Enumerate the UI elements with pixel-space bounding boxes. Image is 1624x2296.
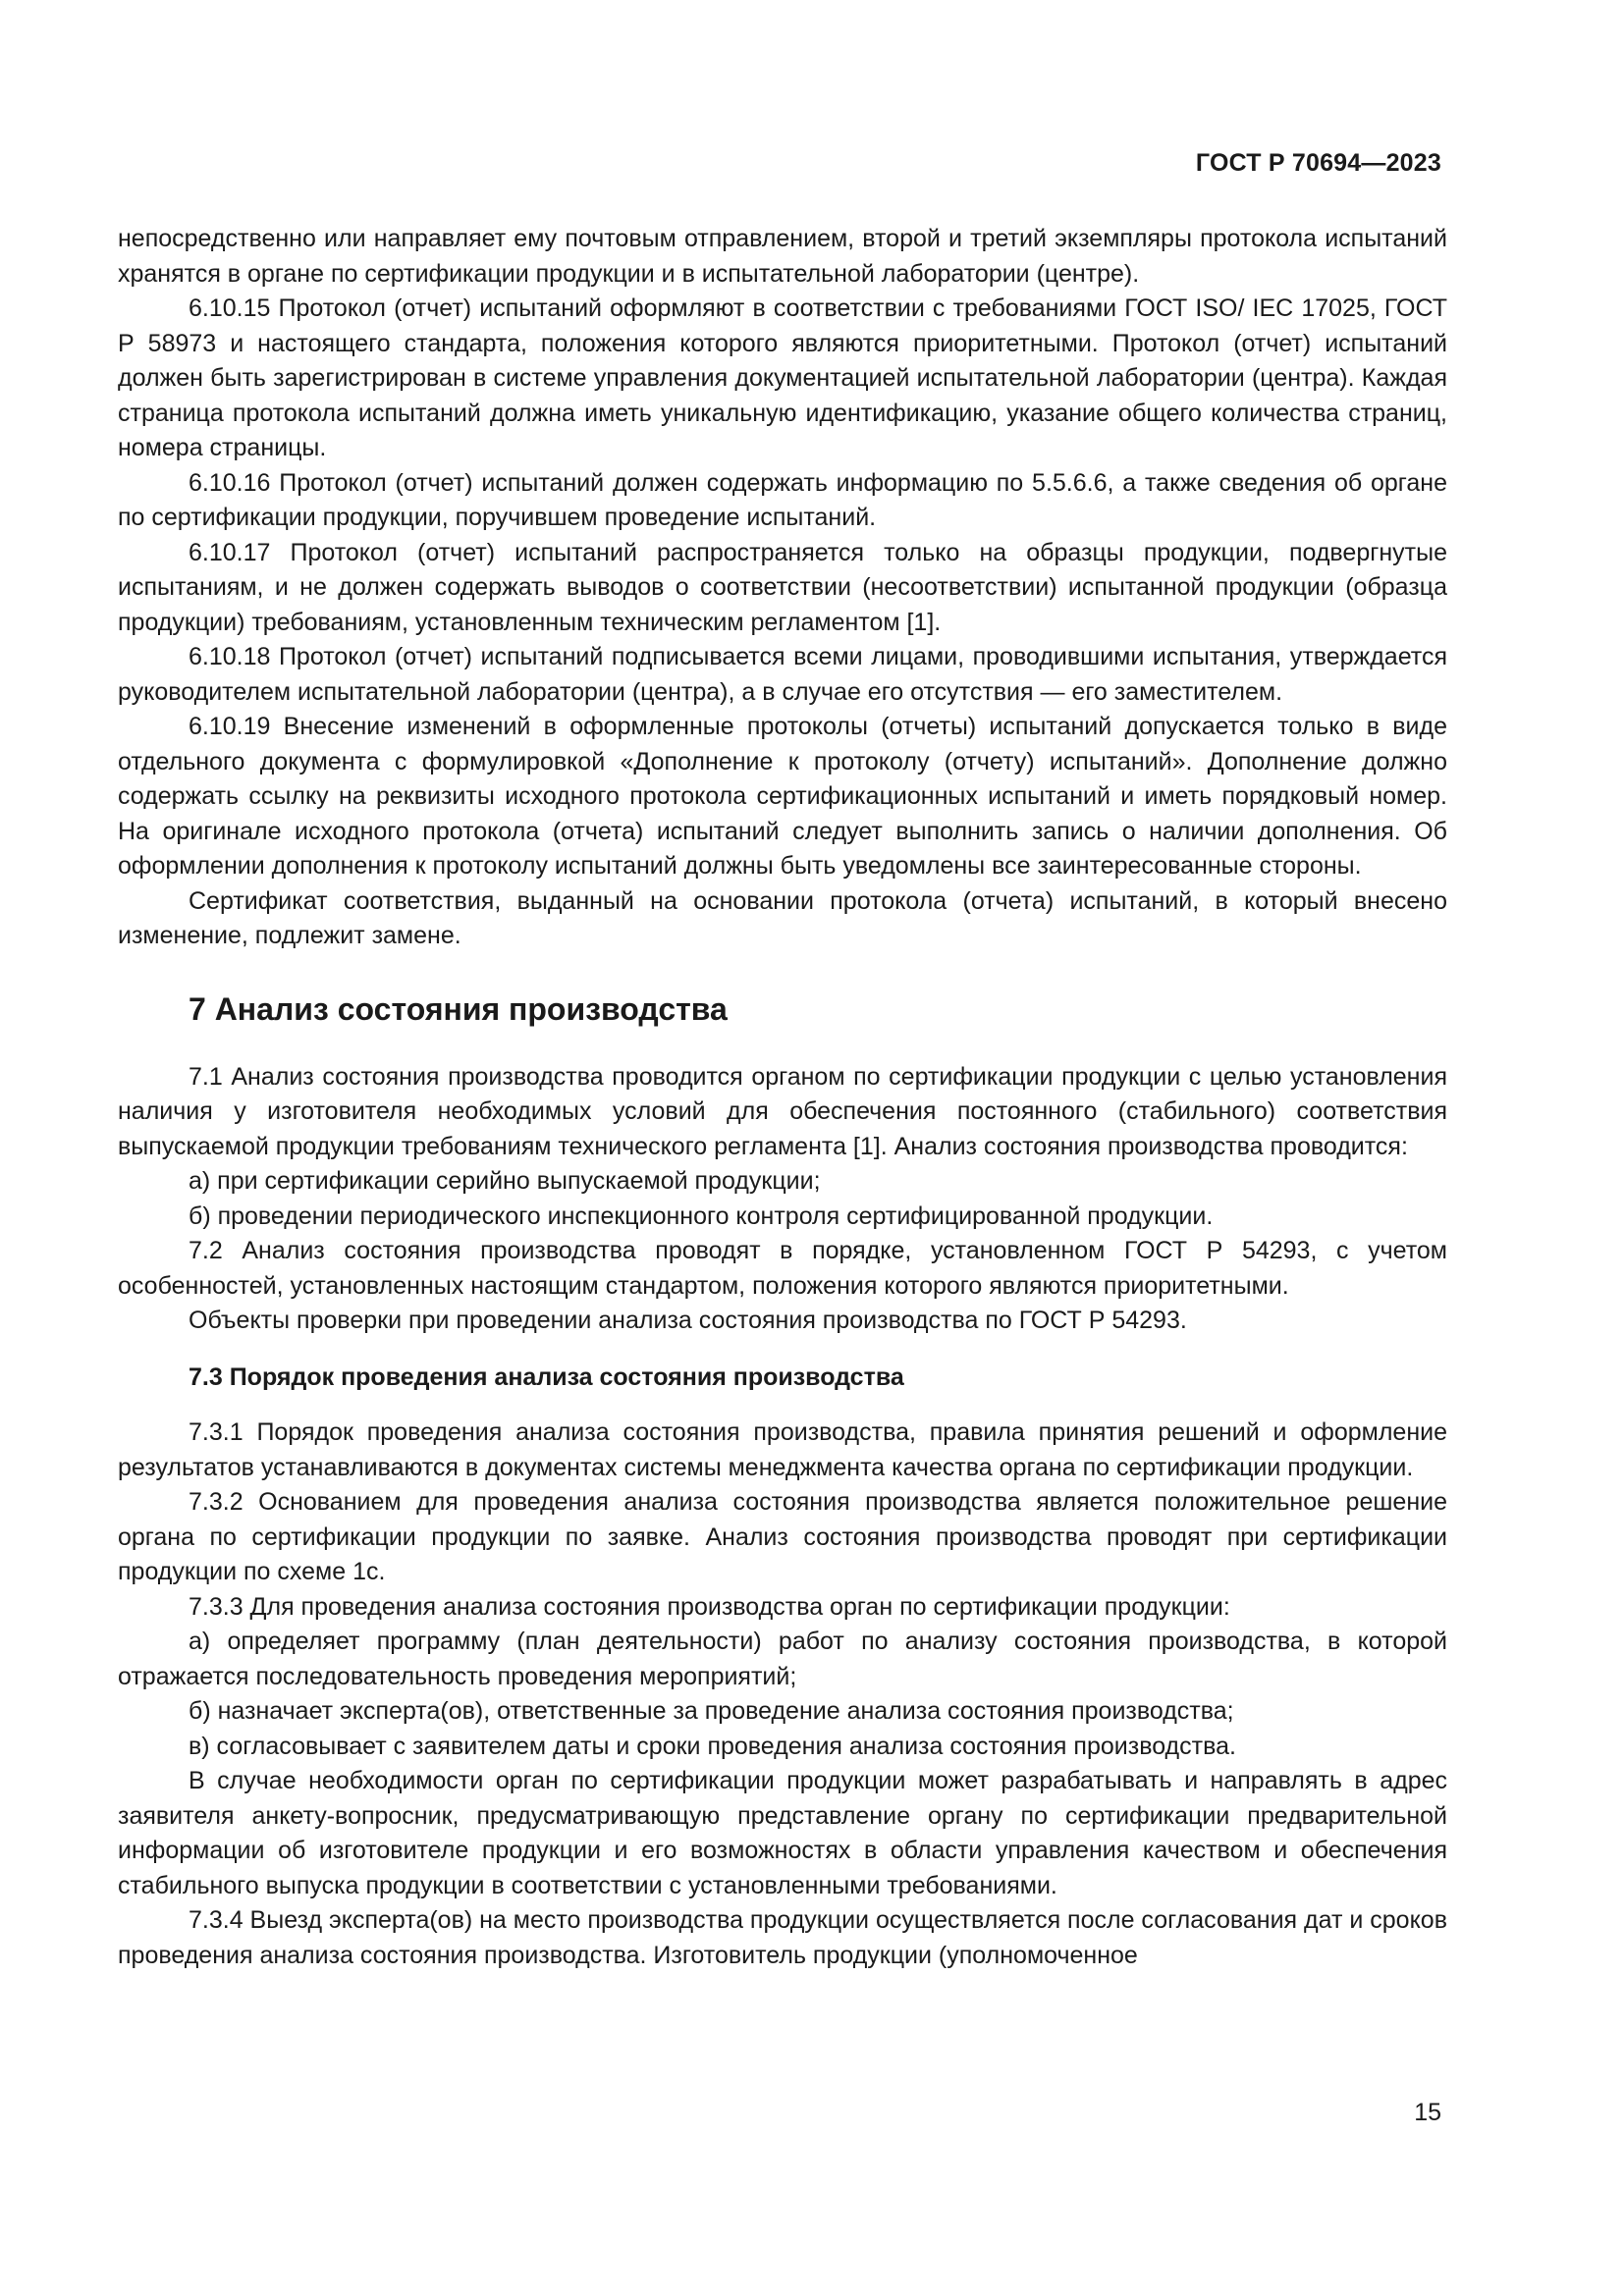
page-number: 15	[1414, 2099, 1441, 2126]
paragraph: Сертификат соответствия, выданный на основании протокола (отчета) испытаний, в который внесено изменение, подлежит замене.	[118, 886, 1447, 949]
list-item: а) определяет программу (план деятельности) работ по анализу состояния производства, в которой отражается последовательность проведения мероприятий;	[118, 1628, 1447, 1690]
document-code: ГОСТ Р 70694—2023	[1195, 149, 1441, 177]
paragraph: 6.10.17 Протокол (отчет) испытаний распространяется только на образцы продукции, подвергнутые испытаниям, и не должен содержать выводов о соответствии (несоответствии) испытанной продукции (образца продукции) требованиям, установленным техническим регламентом [1].	[118, 538, 1447, 636]
list-item: а) при сертификации серийно выпускаемой продукции;	[189, 1167, 821, 1195]
section-heading: 7 Анализ состояния производства	[189, 990, 728, 1027]
paragraph: 7.3.1 Порядок проведения анализа состояния производства, правила принятия решений и оформление результатов устанавливаются в документах системы менеджмента качества органа по сертификации продукции.	[118, 1418, 1447, 1481]
paragraph: 6.10.16 Протокол (отчет) испытаний должен содержать информацию по 5.5.6.6, а также сведения об органе по сертификации продукции, поручившем проведение испытаний.	[118, 468, 1447, 531]
document-body	[118, 222, 1447, 1973]
paragraph: В случае необходимости орган по сертификации продукции может разрабатывать и направлять в адрес заявителя анкету-вопросник, предусматривающую представление органу по сертификации предварительной информации об изготовителе продукции и его возможностях в области управления качеством и обеспечения стабильного выпуска продукции в соответствии с установленными требованиями.	[118, 1767, 1447, 1899]
list-item: б) проведении периодического инспекционного контроля сертифицированной продукции.	[189, 1201, 1214, 1230]
paragraph: 7.3.2 Основанием для проведения анализа состояния производства является положительное решение органа по сертификации продукции по заявке. Анализ состояния производства проводят при сертификации продукции по схеме 1с.	[118, 1488, 1447, 1585]
paragraph: непосредственно или направляет ему почтовым отправлением, второй и третий экземпляры протокола испытаний хранятся в органе по сертификации продукции и в испытательной лаборатории (центре).	[118, 225, 1447, 288]
paragraph: 6.10.19 Внесение изменений в оформленные протоколы (отчеты) испытаний допускается только в виде отдельного документа с формулировкой «Дополнение к протоколу (отчету) испытаний». Дополнение должно содержать ссылку на реквизиты исходного протокола сертификационных испытаний и иметь порядковый номер. На оригинале исходного протокола (отчета) испытаний следует выполнить запись о наличии дополнения. Об оформлении дополнения к протоколу испытаний должны быть уведомлены все заинтересованные стороны.	[118, 713, 1447, 880]
paragraph: 6.10.15 Протокол (отчет) испытаний оформляют в соответствии с требованиями ГОСТ ISO/ IEC 17025, ГОСТ Р 58973 и настоящего стандарта, положения которого являются приоритетными. Протокол (отчет) испытаний должен быть зарегистрирован в системе управления документацией испытательной лаборатории (центра). Каждая страница протокола испытаний должна иметь уникальную идентификацию, указание общего количества страниц, номера страницы.	[118, 294, 1447, 461]
subsection-heading: 7.3 Порядок проведения анализа состояния производства	[189, 1362, 904, 1391]
list-item: в) согласовывает с заявителем даты и сроки проведения анализа состояния производства.	[189, 1732, 1236, 1760]
paragraph: Объекты проверки при проведении анализа состояния производства по ГОСТ Р 54293.	[189, 1307, 1187, 1334]
paragraph: 6.10.18 Протокол (отчет) испытаний подписывается всеми лицами, проводившими испытания, утверждается руководителем испытательной лаборатории (центра), а в случае его отсутствия — его заместителем.	[118, 643, 1447, 706]
paragraph: 7.3.4 Выезд эксперта(ов) на место производства продукции осуществляется после согласования дат и сроков проведения анализа состояния производства. Изготовитель продукции (уполномоченное	[118, 1906, 1447, 1969]
paragraph: 7.2 Анализ состояния производства проводят в порядке, установленном ГОСТ Р 54293, с учетом особенностей, установленных настоящим стандартом, положения которого являются приоритетными.	[118, 1237, 1447, 1300]
paragraph: 7.3.3 Для проведения анализа состояния производства орган по сертификации продукции:	[189, 1592, 1230, 1621]
paragraph: 7.1 Анализ состояния производства проводится органом по сертификации продукции с целью установления наличия у изготовителя необходимых условий для обеспечения постоянного (стабильного) соответствия выпускаемой продукции требованиям технического регламента [1]. Анализ состояния производства проводится:	[118, 1062, 1447, 1160]
list-item: б) назначает эксперта(ов), ответственные за проведение анализа состояния производства;	[189, 1697, 1234, 1725]
